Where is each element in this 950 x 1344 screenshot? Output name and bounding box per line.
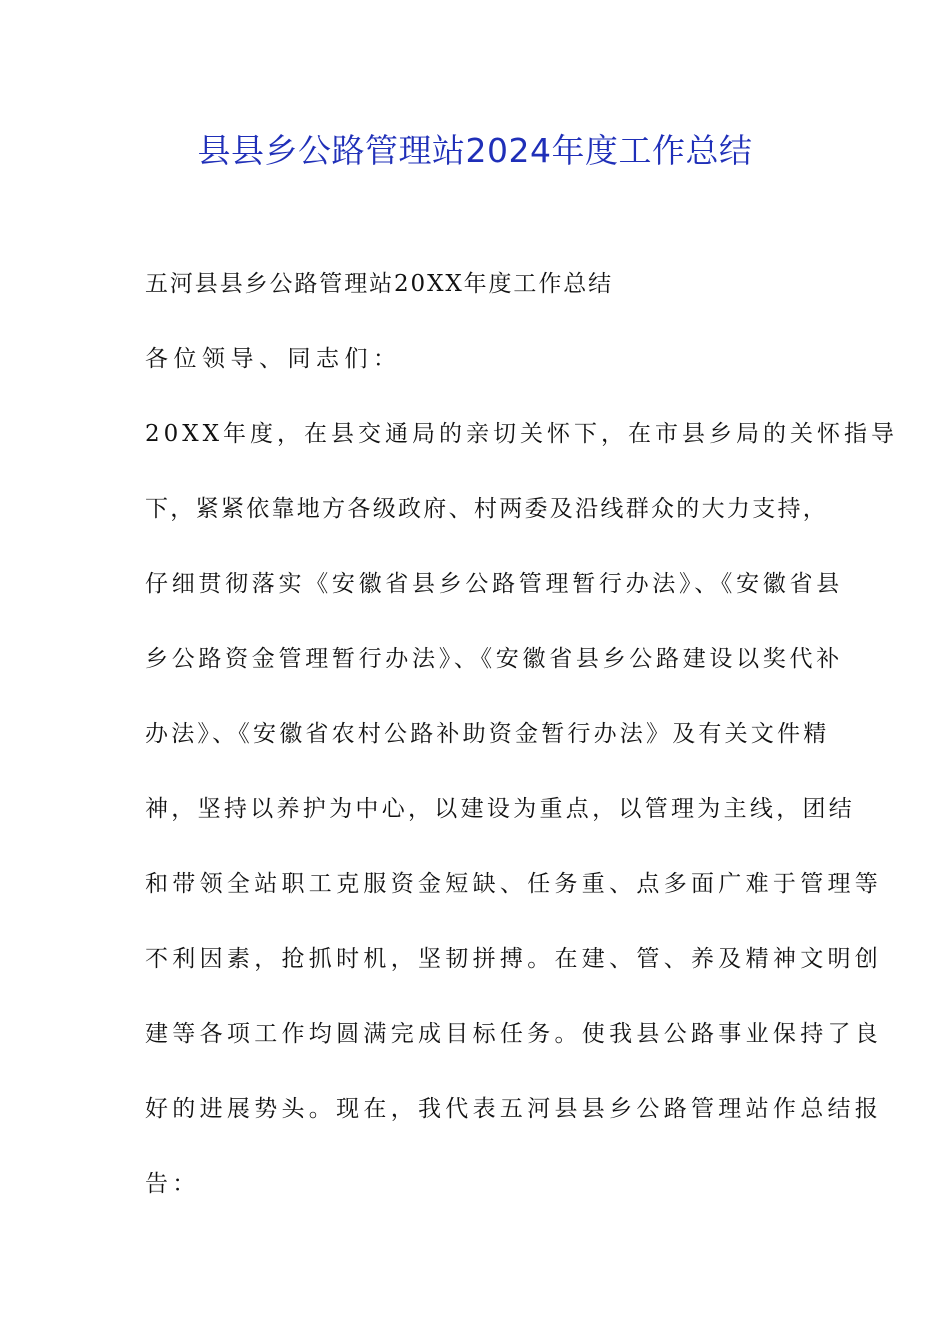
body-text-line: 乡公路资金管理暂行办法》、《安徽省县乡公路建设以奖代补 bbox=[145, 646, 843, 672]
body-text-line: 好的进展势头。现在，我代表五河县县乡公路管理站作总结报 bbox=[145, 1096, 883, 1122]
body-text-line: 不利因素，抢抓时机，坚韧拼搏。在建、管、养及精神文明创 bbox=[145, 946, 883, 972]
salutation-line: 各位领导、同志们： bbox=[145, 346, 402, 372]
subtitle-line: 五河县县乡公路管理站20XX年度工作总结 bbox=[145, 271, 614, 297]
body-text-line: 告： bbox=[145, 1171, 200, 1197]
document-title: 县县乡公路管理站2024年度工作总结 bbox=[197, 131, 753, 170]
body-text-line: 仔细贯彻落实《安徽省县乡公路管理暂行办法》、《安徽省县 bbox=[145, 571, 843, 597]
body-text-line: 办法》、《安徽省农村公路补助资金暂行办法》及有关文件精 bbox=[145, 721, 830, 747]
body-text-line: 和带领全站职工克服资金短缺、任务重、点多面广难于管理等 bbox=[145, 871, 883, 897]
body-text-line: 下，紧紧依靠地方各级政府、村两委及沿线群众的大力支持， bbox=[145, 496, 829, 522]
body-text-line: 20XX年度，在县交通局的亲切关怀下，在市县乡局的关怀指导 bbox=[145, 421, 899, 447]
body-text-line: 神，坚持以养护为中心，以建设为重点，以管理为主线，团结 bbox=[145, 796, 856, 822]
body-text-line: 建等各项工作均圆满完成目标任务。使我县公路事业保持了良 bbox=[145, 1021, 883, 1047]
